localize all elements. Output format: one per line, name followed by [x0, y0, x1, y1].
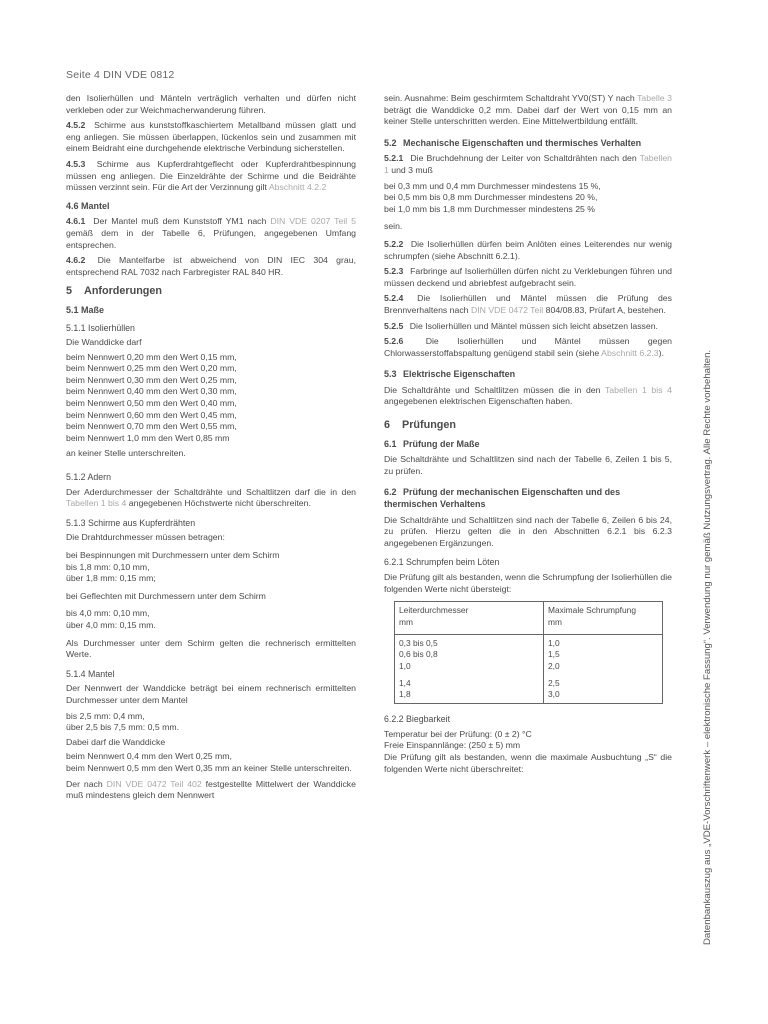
wall-line: beim Nennwert 1,0 mm den Wert 0,85 mm	[66, 432, 230, 443]
section-4-5-3	[66, 159, 356, 194]
section-5-2-5	[384, 321, 672, 333]
section-5-2-4	[384, 293, 672, 316]
page-header: Seite 4 DIN VDE 0812	[66, 69, 175, 81]
heading-5-1: 5.1 Maße	[66, 304, 105, 315]
table-cell: 1,4	[399, 677, 411, 688]
section-text: Der Aderdurchmesser der Schaltdrähte und Schaltlitzen darf die in den	[66, 486, 356, 497]
shrinkage-cells	[544, 635, 663, 704]
wall-line: beim Nennwert 0,70 mm den Wert 0,55 mm,	[66, 421, 237, 432]
table-cell: 1,0	[548, 638, 560, 649]
diameter-cells	[395, 635, 544, 704]
shrinkage-table	[394, 601, 663, 704]
section-4-6-2	[66, 255, 356, 278]
cross-reference: DIN VDE 0472 Teil 402	[106, 778, 202, 789]
section-title: Prüfung der Maße	[403, 438, 480, 449]
section-number: 4.5.3	[66, 158, 86, 169]
heading-5-1-4: 5.1.4 Mantel	[66, 668, 115, 679]
section-text: festgestellte Mittelwert der Wanddicke muß mindestens gleich dem Nennwert	[66, 778, 356, 801]
section-text: Der Mantel muß dem Kunststoff YM1 nach	[93, 216, 267, 227]
value-line: bei 1,0 mm bis 1,8 mm Durchmesser mindestens 25 %	[384, 203, 595, 214]
header-unit: mm	[548, 616, 562, 627]
section-5-2-6	[384, 336, 672, 359]
cross-reference: Tabellen 1	[384, 153, 672, 175]
heading-5-3	[384, 369, 672, 381]
value-line: bis 4,0 mm: 0,10 mm,	[66, 608, 150, 619]
section-text: 804/08.83, Prüfart A, bestehen.	[545, 304, 666, 315]
value-line: über 2,5 bis 7,5 mm: 0,5 mm.	[66, 722, 179, 733]
table-header-row	[395, 602, 663, 635]
section-text: ).	[658, 347, 664, 358]
section-6-2: Die Schaltdrähte und Schaltlitzen sind nach der Tabelle 6, Zeilen 6 bis 24, zu prüfen. Hierzu gelten die in den Abschnitten 6.2.1 bis 6.2.3 angegebenen Ergänzungen.	[384, 514, 672, 548]
section-text: Die Isolierhüllen und Mäntel müssen sich leicht absetzen lassen.	[409, 320, 658, 331]
section-title: Elektrische Eigenschaften	[403, 369, 516, 380]
cross-reference: Abschnitt 4.2.2	[268, 182, 327, 193]
heading-4-6: 4.6 Mantel	[66, 200, 110, 211]
column-header-diameter	[395, 602, 544, 635]
header-label: Maximale Schrumpfung	[548, 605, 636, 616]
table-cell: 1,0	[399, 660, 411, 671]
section-title: Prüfung der mechanischen Eigenschaften und des thermischen Verhaltens	[384, 487, 621, 510]
value-line: bis 2,5 mm: 0,4 mm,	[66, 710, 145, 721]
wall-end: an keiner Stelle unterschreiten.	[66, 448, 186, 459]
section-number: 5.2	[384, 137, 397, 148]
section-number: 4.6.2	[66, 255, 86, 266]
left-column	[66, 93, 356, 806]
section-4-5-2	[66, 120, 356, 155]
section-number: 4.6.1	[66, 216, 86, 227]
section-text: beträgt die Wanddicke 0,2 mm. Dabei darf der Wert von 0,15 mm an keiner Stelle unterschritten werden. Eine Mittelwertbildung entfällt.	[384, 104, 672, 127]
section-text: Die Mantelfarbe ist abweichend von DIN IEC 304 grau, entsprechend RAL 7032 nach Farbregister RAL 840 HR.	[66, 255, 356, 277]
section-number: 5.2.3	[384, 266, 404, 277]
section-title: Anforderungen	[84, 285, 162, 298]
section-text: Die Bruchdehnung der Leiter von Schaltdrähten nach den	[410, 153, 637, 164]
section-6-2-1: Die Prüfung gilt als bestanden, wenn die Schrumpfung der Isolierhüllen die folgenden Werte nicht übersteigt:	[384, 572, 672, 594]
section-5-2-2	[384, 239, 672, 262]
value-line: Freie Einspannlänge: (250 ± 5) mm	[384, 740, 521, 751]
section-title: Prüfungen	[402, 419, 456, 432]
header-unit: mm	[399, 616, 413, 627]
heading-6-1	[384, 439, 672, 451]
section-5-2-1	[384, 153, 672, 176]
table-cell: 2,0	[548, 660, 560, 671]
value-line: bei 0,5 mm bis 0,8 mm Durchmesser mindestens 20 %,	[384, 192, 598, 203]
wall-line: beim Nennwert 0,50 mm den Wert 0,40 mm,	[66, 398, 237, 409]
value-line: bei 0,3 mm und 0,4 mm Durchmesser mindestens 15 %,	[384, 180, 601, 191]
section-number: 6	[384, 419, 391, 432]
value-line: sein.	[384, 221, 403, 232]
section-number: 4.5.2	[66, 120, 86, 131]
section-text: Die Schaltdrähte und Schaltlitzen müssen die in den	[384, 384, 601, 395]
heading-5-1-1: 5.1.1 Isolierhüllen	[66, 322, 135, 333]
right-column	[384, 93, 672, 779]
vertical-copyright-note: Datenbankauszug aus „VDE-Vorschriftenwerk – elektronische Fassung“. Verwendung nur gemäß Nutzungsvertrag. Alle Rechte vorbehalten.	[702, 349, 713, 945]
section-text: angegebenen Höchstwerte nicht überschreiten.	[128, 498, 311, 509]
table-cell: 0,6 bis 0,8	[399, 649, 438, 660]
heading-5-2	[384, 138, 672, 150]
heading-6-2	[384, 487, 672, 510]
section-5-1-2	[66, 487, 356, 510]
wall-intro: Die Wanddicke darf	[66, 337, 142, 348]
paragraph	[66, 779, 356, 802]
section-text: Die Isolierhüllen und Mäntel müssen die Prüfung des Brennverhaltens nach	[384, 293, 672, 315]
value-line: bis 1,8 mm: 0,10 mm,	[66, 561, 150, 572]
section-text: gemäß dem in der Tabelle 6, Prüfungen, angegebenen Umfang entsprechen.	[66, 227, 356, 250]
section-4-6-1	[66, 216, 356, 251]
wall-line: beim Nennwert 0,20 mm den Wert 0,15 mm,	[66, 351, 237, 362]
cross-reference: DIN VDE 0207 Teil 5	[270, 216, 356, 227]
cross-reference: Tabellen 1 bis 4	[604, 384, 672, 395]
cross-reference: DIN VDE 0472 Teil	[470, 304, 544, 315]
value-line: beim Nennwert 0,4 mm den Wert 0,25 mm,	[66, 751, 232, 762]
section-text: sein. Ausnahme: Beim geschirmtem Schaltdraht YV0(ST) Y nach	[384, 93, 635, 103]
paragraph-continued	[384, 93, 672, 128]
section-number: 5.2.4	[384, 293, 404, 304]
value-line: über 1,8 mm: 0,15 mm;	[66, 573, 156, 584]
section-text: und 3 muß	[391, 164, 433, 175]
table-cell: 2,5	[548, 677, 560, 688]
cross-reference: Tabellen 1 bis 4	[66, 498, 127, 509]
column-header-shrinkage	[544, 602, 663, 635]
section-number: 6.1	[384, 438, 397, 449]
wall-line: beim Nennwert 0,60 mm den Wert 0,45 mm,	[66, 409, 237, 420]
cross-reference: Tabelle 3	[637, 93, 672, 103]
table-cell: 1,5	[548, 649, 560, 660]
wall-line: beim Nennwert 0,25 mm den Wert 0,20 mm,	[66, 363, 237, 374]
section-text: Farbringe auf Isolierhüllen dürfen nicht zu Verklebungen führen und müssen deckend und abriebfest aufgebracht sein.	[384, 266, 672, 288]
paragraph: Als Durchmesser unter dem Schirm gelten die rechnerisch ermittelten Werte.	[66, 637, 356, 660]
paragraph: Der Nennwert der Wanddicke beträgt bei einem rechnerisch ermittelten Durchmesser unter dem Mantel	[66, 683, 356, 705]
section-number: 5.2.5	[384, 320, 404, 331]
section-6-2-2: Die Prüfung gilt als bestanden, wenn die maximale Ausbuchtung „S“ die folgenden Werte nicht überschreitet:	[384, 751, 672, 774]
section-text: Schirme aus kunststoffkaschiertem Metallband müssen glatt und eng anliegen. Sie müssen überlappen, lückenlos sein und zusammen mit einem Beidraht eine durchgehende elektrische Verbindung sicherstellen.	[66, 120, 356, 154]
header-label: Leiterdurchmesser	[399, 605, 469, 616]
section-5-3	[384, 385, 672, 408]
section-number: 6.2	[384, 487, 397, 498]
paragraph: Dabei darf die Wanddicke	[66, 736, 166, 747]
heading-6	[384, 420, 672, 432]
paragraph: Die Drahtdurchmesser müssen betragen:	[66, 532, 225, 543]
section-text: angegebenen elektrischen Eigenschaften haben.	[384, 396, 573, 407]
value-line: über 4,0 mm: 0,15 mm.	[66, 619, 156, 630]
table-cell: 1,8	[399, 689, 411, 699]
wall-line: beim Nennwert 0,40 mm den Wert 0,30 mm,	[66, 386, 237, 397]
section-number: 5.2.2	[384, 238, 404, 249]
section-text: Die Isolierhüllen und Mäntel müssen gegen Chlorwasserstoffabspaltung genügend stabil sein (siehe	[384, 336, 672, 358]
paragraph-intro: den Isolierhüllen und Mänteln verträglich verhalten und dürfen nicht verkleben oder zur Weichmacherwanderung führen.	[66, 93, 356, 115]
paragraph: bei Bespinnungen mit Durchmessern unter dem Schirm	[66, 550, 280, 560]
heading-6-2-2: 6.2.2 Biegbarkeit	[384, 714, 451, 725]
table-cell: 3,0	[548, 689, 560, 699]
paragraph: beim Nennwert 0,5 mm den Wert 0,35 mm an keiner Stelle unterschreiten.	[66, 762, 352, 773]
section-title: Mechanische Eigenschaften und thermisches Verhalten	[403, 137, 642, 148]
table-row	[395, 635, 663, 704]
section-number: 5.3	[384, 369, 397, 380]
section-number: 5.2.1	[384, 153, 404, 164]
section-text: Schirme aus Kupferdrahtgeflecht oder Kupferdrahtbespinnung müssen eng anliegen. Die Einzeldrähte der Schirme und die Beidrähte müssen verzinnt sein. Für die Art der Verzinnung gilt	[66, 158, 356, 193]
wall-line: beim Nennwert 0,30 mm den Wert 0,25 mm,	[66, 374, 237, 385]
section-number: 5.2.6	[384, 336, 404, 347]
section-text: Die Isolierhüllen dürfen beim Anlöten eines Leiterendes nur wenig schrumpfen (siehe Abschnitt 6.2.1).	[384, 238, 673, 261]
section-number: 5	[66, 285, 73, 298]
heading-6-2-1: 6.2.1 Schrumpfen beim Löten	[384, 557, 500, 568]
heading-5	[66, 286, 356, 298]
section-6-1: Die Schaltdrähte und Schaltlitzen sind nach der Tabelle 6, Zeilen 1 bis 5, zu prüfen.	[384, 454, 672, 476]
heading-5-1-2: 5.1.2 Adern	[66, 472, 111, 483]
cross-reference: Abschnitt 6.2.3	[601, 347, 659, 358]
table-cell: 0,3 bis 0,5	[399, 638, 438, 649]
heading-5-1-3: 5.1.3 Schirme aus Kupferdrähten	[66, 517, 196, 528]
value-line: Temperatur bei der Prüfung: (0 ± 2) °C	[384, 728, 532, 739]
section-5-2-3	[384, 266, 672, 289]
paragraph: bei Geflechten mit Durchmessern unter dem Schirm	[66, 590, 266, 601]
section-text: Der nach	[66, 778, 103, 789]
